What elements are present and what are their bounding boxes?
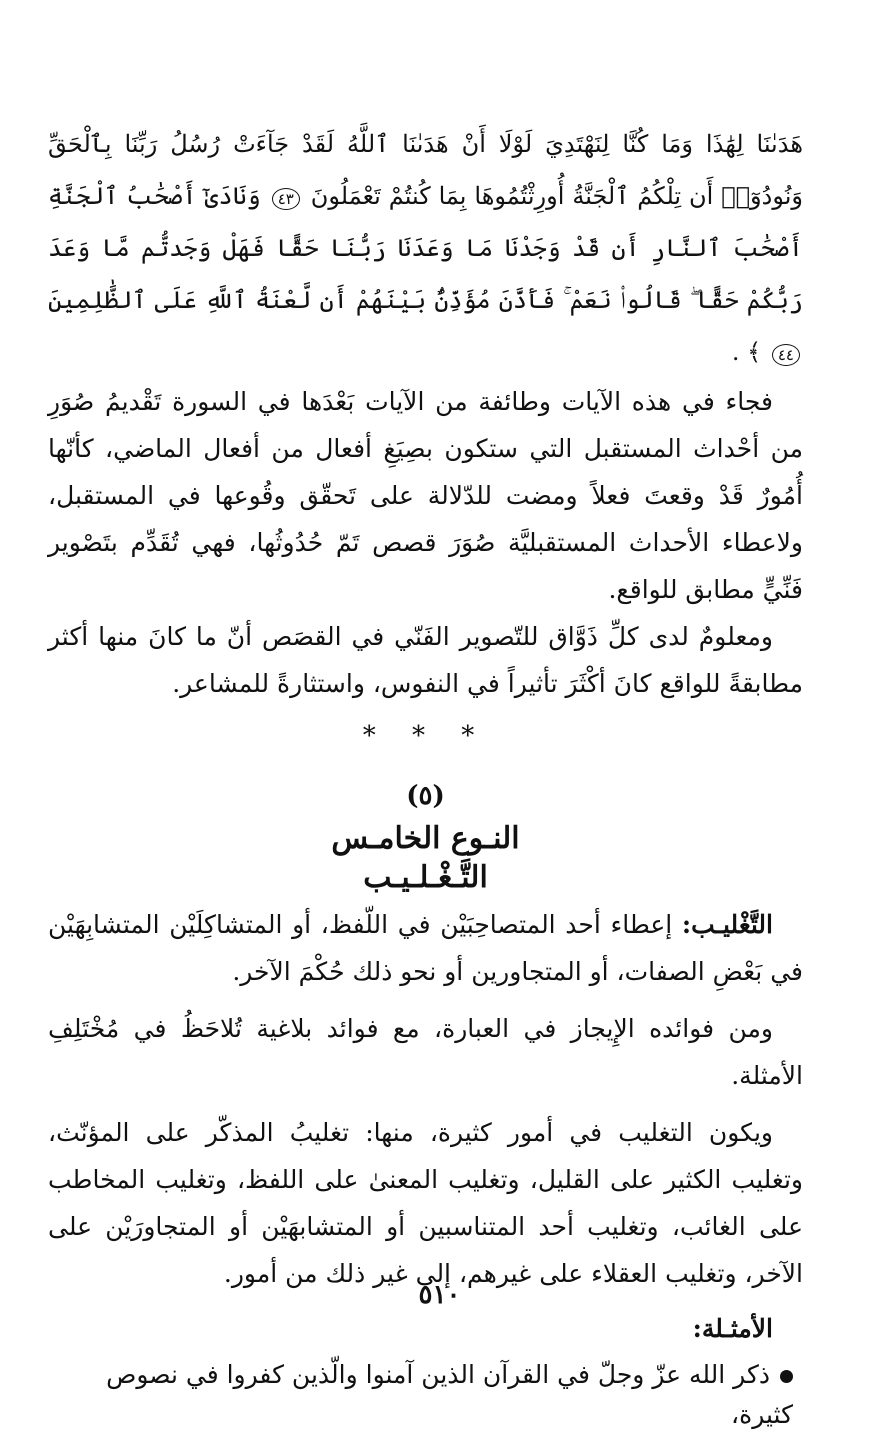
bullet-dot-icon xyxy=(780,1370,793,1383)
paragraph-types: ويكون التغليب في أمور كثيرة، منها: تغليبُ المذكّر على المؤنّث، وتغليب الكثير على القليل، وتغليب المعنىٰ على اللفظ، وتغليب المخاطب على الغائب، وتغليب أحد المتناسبين أو المتشابهَيْن أو المتجاورَيْن على الآخر، وتغليب العقلاء على غيرهم، إلى غير ذلك من أمور. xyxy=(48,1118,803,1288)
bullet-text: ذكر الله عزّ وجلّ في القرآن الذين آمنوا والّذين كفروا في نصوص كثيرة، xyxy=(106,1360,793,1429)
section-number: (٥) xyxy=(406,781,445,811)
quran-verse-block xyxy=(48,118,803,378)
definition-term: التَّغْليـب: xyxy=(681,910,773,939)
definition-paragraph xyxy=(48,901,803,995)
quran-close-bracket: ﴾ . xyxy=(731,338,762,366)
section-title: النـوع الخامـس xyxy=(331,821,520,856)
section-subtitle: التَّـغْـلـيـب xyxy=(363,860,488,895)
paragraph-artistic-depiction: ومعلومٌ لدى كلِّ ذَوَّاق للتّصوير الفَنّي في القصَص أنّ ما كانَ منها أكثر مطابقةً للواقع كانَ أكْثَرَ تأثيراً في النفوس، واستثارةً للمشاعر. xyxy=(48,622,803,698)
examples-heading: الأمثـلة: xyxy=(692,1314,773,1343)
definition-text: إعطاء أحد المتصاحِبَيْن في اللّفظ، أو المتشاكِلَيْن المتشابِهَيْن في بَعْضِ الصفات، أو المتجاورين أو نحو ذلك حُكْمَ الآخر. xyxy=(48,910,803,986)
ayah-number-marker: ٤٤ xyxy=(772,344,800,366)
paragraph-future-events: فجاء في هذه الآيات وطائفة من الآيات بَعْدَها في السورة تَقْديمُ صُوَرِ من أحْداث المستقبل التي ستكون بصِيَغِ أفعال من أفعال الماضي، كأنّها أُمُورٌ قَدْ وقعتَ فعلاً ومضت للدّلالة على تَحقّق وقُوعها في المستقبل، ولاعطاء الأحداث المستقبليَّة صُوَرَ قصص تَمّ حُدُوثُها، فهي تُقَدِّم بتَصْوير فَنِّيٍّ مطابق للواقع. xyxy=(48,387,803,604)
page-number: ٥١٠ xyxy=(418,1280,461,1310)
section-separator: * * * xyxy=(362,721,489,751)
quran-text-part2: وَنَادَىٰٓ أَصْحَٰبُ ٱلْجَنَّةِ أَصْحَٰبَ ٱلنَّارِ أَن قَدْ وَجَدْنَا مَا وَعَدَنَا رَبُّنَا حَقًّا فَهَلْ وَجَدتُّم مَّا وَعَدَ رَبُّكُمْ حَقًّا ۖ قَالُوا۟ نَعَمْ ۚ فَأَذَّنَ مُؤَذِّنٌۢ بَيْنَهُمْ أَن لَّعْنَةُ ٱللَّهِ عَلَى ٱلظَّٰلِمِينَ xyxy=(48,182,803,314)
list-item xyxy=(48,1355,793,1435)
ayah-number-marker: ٤٣ xyxy=(272,188,300,210)
quran-text-part1: هَدَىٰنَا لِهَٰذَا وَمَا كُنَّا لِنَهْتَدِيَ لَوْلَا أَنْ هَدَىٰنَا ٱللَّهُ لَقَدْ جَآءَتْ رُسُلُ رَبِّنَا بِٱلْحَقِّ وَنُودُوٓا۟ أَن تِلْكُمُ ٱلْجَنَّةُ أُورِثْتُمُوهَا بِمَا كُنتُمْ تَعْمَلُونَ xyxy=(48,130,803,210)
paragraph-benefits: ومن فوائده الإِيجاز في العبارة، مع فوائد بلاغية تُلاحَظُ في مُخْتَلِفِ الأمثلة. xyxy=(48,1014,803,1090)
